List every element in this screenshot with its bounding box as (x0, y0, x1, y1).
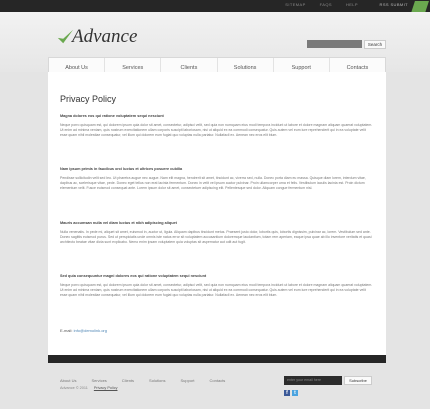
footer-nav (60, 378, 225, 383)
section-body: Neque porro quisquam est, qui dolorem ipsum quia dolor sit amet, consectetur, adipisci velit, sed quia non numquam eius modi tempora incidunt ut labore et dolore magnam aliquam quaerat voluptatem. Ut enim ad minima veniam, quis nostrum exercitationem ullam corporis suscipit laboriosam, nisi ut aliquid ex ea commodi consequatur. Quis autem vel eum iure reprehenderit qui in ea voluptate velit esse quam nihil molestiae consequatur, vel illum qui dolorem eum fugiat quo voluptas nulla pariatur. Nullafacil ex. Aenean nec eros elit blum. (60, 283, 373, 298)
nav-item-contacts[interactable]: Contacts (346, 65, 369, 71)
top-link-sitemap[interactable]: SITEMAP (285, 2, 306, 7)
top-bar (0, 0, 430, 12)
search-input[interactable] (307, 40, 362, 48)
footer-divider-bar (48, 355, 386, 363)
footer-link-about-us[interactable]: About Us (60, 378, 77, 383)
rss-label[interactable]: RSS SUBMIT (379, 2, 408, 7)
header (0, 12, 430, 72)
nav-item-about-us[interactable]: About Us (49, 58, 105, 78)
subscribe-form (284, 376, 372, 385)
nav-item-solutions[interactable]: Solutions (218, 58, 274, 78)
section-heading: Sed quia consequuntur magni dolores eos qui ratione voluptatem sequi nesciunt (60, 274, 207, 278)
policy-section (60, 221, 374, 271)
footer-link-clients[interactable]: Clients (121, 378, 135, 383)
page-title: Privacy Policy (60, 94, 117, 104)
facebook-icon[interactable]: f (284, 390, 290, 396)
policy-section (60, 274, 374, 319)
top-link-faqs[interactable]: FAQS (319, 2, 332, 7)
footer-link-contacts[interactable]: Contacts (209, 378, 226, 383)
social-links (284, 390, 298, 396)
copyright (60, 386, 118, 390)
section-heading: Mauris accumsan nulla vel diam luctus et nibh adipiscing aliquet (60, 221, 177, 225)
section-body: Pendisse sollicitudin velit sed leo. Ut pharetra augue nec augue. Nam elit magna, hendrerit sit amet, tincidunt ac, viverra sed, nulla. Donec porta diam eu massa. Quisque diam lorem, interdum vitae, dapibus ac, scelerisque vitae, pede. Donec eget tellus non erat lacinia fermentum. Donec in velit vel ipsum auctor pulvinar. Proin ullamcorper urna et felis. Vestibulum iaculis lacinia est. Proin dictum elementum velit. Fusce euismod consequat ante. Lorem ipsum dolor sit amet, consectetuer adipiscing elit. Pellentesque sed dolor. Aliquam congue fermentum nisl. (60, 176, 366, 191)
logo[interactable] (56, 28, 137, 46)
privacy-policy-link[interactable]: Privacy Policy (93, 386, 118, 390)
top-links (285, 2, 358, 7)
logo-text: Advance (72, 26, 138, 47)
nav-item-support[interactable]: Support (274, 58, 330, 78)
policy-section (60, 167, 374, 212)
footer-link-services[interactable]: Services (91, 378, 107, 383)
section-heading: Nam ipsum primis in faucibus orci luctus et ultrices posuere cubilia (60, 167, 183, 171)
content-panel (48, 72, 386, 355)
subscribe-button[interactable]: Subscribe (344, 376, 372, 385)
section-body: Nulla venenatis. In pede mi, aliquet sit amet, euismod in, auctor ut, ligula. Aliquam dapibus tincidunt metus. Praesent justo dolor, lobortis quis, lobortis dignissim, pulvinar ac, lorem. Vestibulum sed ante. Donec sagittis euismod purus. Sed ut perspiciatis unde omnis iste natus error sit voluptatem accusantium doloremque laudantium, totam rem aperiam, eaque ipsa quae ab illo inventore veritatis et quasi architecto beatae vitae dicta sunt explicabo. Nemo enim ipsam voluptatem quia voluptas sit aspernatur aut odit aut fugit. (60, 230, 372, 245)
nav-item-services[interactable]: Services (105, 58, 161, 78)
footer-link-solutions[interactable]: Solutions (149, 378, 166, 383)
search-form (307, 40, 386, 49)
subscribe-email-input[interactable]: enter your email here (284, 376, 342, 385)
copyright-text: Advance © 2011 (60, 386, 88, 390)
policy-section (60, 114, 374, 154)
footer-link-support[interactable]: Support (180, 378, 195, 383)
email-line (60, 328, 107, 333)
section-body: Neque porro quisquam est, qui dolorem ipsum quia dolor sit amet, consectetur, adipisci velit, sed quia non numquam eius modi tempora incidunt ut labore et dolore magnam aliquam quaerat voluptatem. Ut enim ad minima veniam, quis nostrum exercitationem ullam corporis suscipit laboriosam, nisi ut aliquid ex ea commodi consequatur. Quis autem vel eum iure reprehenderit qui in ea voluptate velit esse quam nihil molestiae consequatur, vel illum qui dolorem eum fugiat quo voluptas nulla pariatur. Nullafacil ex. Aenean nec eros elit blum. (60, 123, 373, 138)
email-label: E-mail: (60, 328, 73, 333)
email-link[interactable]: info@demolink.org (73, 328, 107, 333)
top-link-help[interactable]: HELP (345, 2, 358, 7)
nav-item-clients[interactable]: Clients (161, 58, 217, 78)
search-button[interactable]: Search (364, 40, 386, 49)
twitter-icon[interactable]: t (292, 390, 298, 396)
section-heading: Magna dolores eos qui ratione voluptatem sequi nesciunt (60, 114, 164, 118)
